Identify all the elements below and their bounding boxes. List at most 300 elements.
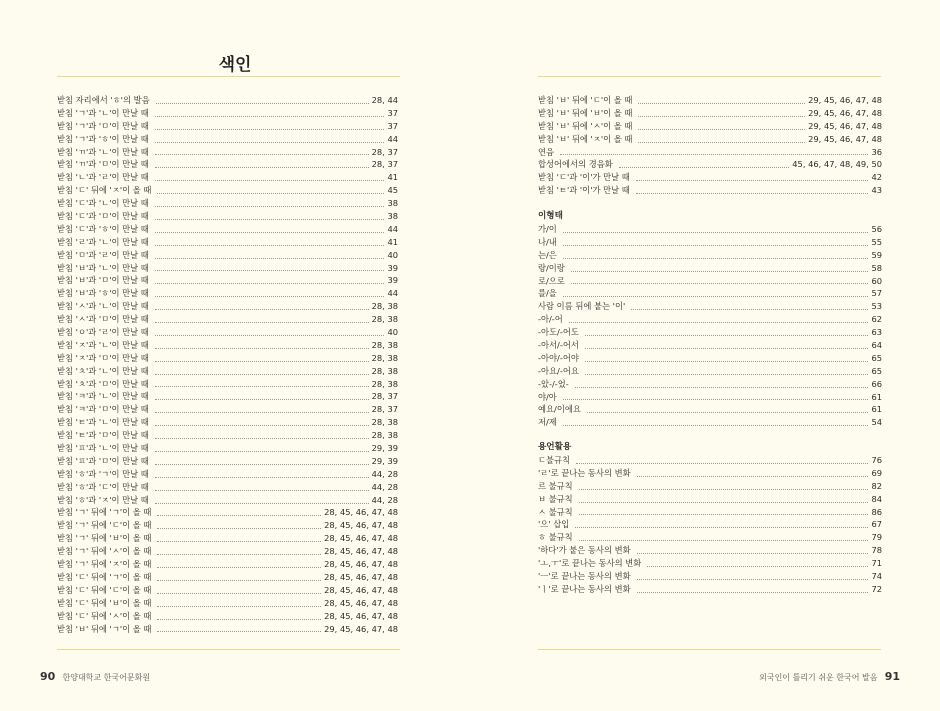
dot-leader (155, 361, 369, 362)
index-entry (57, 455, 398, 468)
index-term: 받침 'ㅁ'과 'ㄹ'이 만날 때 (57, 249, 149, 260)
index-term: 나/내 (538, 236, 557, 247)
dot-leader (155, 503, 369, 504)
index-entry (538, 120, 882, 133)
index-entry (538, 262, 882, 275)
index-term: 받침 'ㄱ'과 'ㅎ'이 만날 때 (57, 133, 149, 144)
index-entry (57, 468, 398, 481)
dot-leader (587, 412, 869, 413)
dot-leader (579, 502, 869, 503)
index-entry (538, 287, 882, 300)
dot-leader (155, 399, 369, 400)
index-term: ㅎ 불규칙 (538, 532, 573, 543)
dot-leader (155, 129, 385, 130)
index-entry (538, 184, 882, 197)
index-term: 저/제 (538, 417, 557, 428)
dot-leader (155, 116, 385, 117)
dot-leader (563, 399, 869, 400)
dot-leader (637, 476, 869, 477)
page-title: 색인 (218, 55, 252, 75)
index-entry (57, 313, 398, 326)
index-entry (57, 507, 398, 520)
dot-leader (155, 283, 385, 284)
index-term: 받침 'ㄷ' 뒤에 'ㅂ'이 올 때 (57, 597, 152, 608)
index-term: 받침 'ㅂ' 뒤에 'ㅂ'이 올 때 (538, 107, 633, 118)
page-refs: 45 (387, 185, 398, 196)
index-term: 'ㅣ'로 끝나는 동사의 변화 (538, 583, 631, 594)
dot-leader (155, 322, 369, 323)
dot-leader (571, 283, 869, 284)
page-refs: 84 (871, 493, 882, 504)
index-term: 받침 'ㄷ' 뒤에 'ㅈ'이 올 때 (57, 185, 152, 196)
page-refs: 72 (871, 583, 882, 594)
index-term: -아서/-어서 (538, 340, 579, 350)
index-entry (57, 378, 398, 391)
page-refs: 65 (871, 352, 882, 363)
index-term: '하다'가 붙은 동사의 변화 (538, 545, 631, 556)
dot-leader (157, 515, 321, 516)
dot-leader (563, 425, 869, 426)
page-refs: 82 (871, 480, 882, 491)
dot-leader (619, 167, 790, 168)
page-refs: 71 (871, 558, 882, 569)
dot-leader (585, 374, 869, 375)
index-entry (57, 584, 398, 597)
index-entry (57, 223, 398, 236)
index-term: 받침 'ㄷ'과 '이'가 만날 때 (538, 172, 630, 183)
index-term: 받침 'ㄲ'과 'ㅁ'이 만날 때 (57, 159, 149, 170)
index-entry (538, 416, 882, 429)
page-refs: 44 (387, 288, 398, 299)
dot-leader (638, 129, 805, 130)
index-term: 예요/이에요 (538, 404, 581, 415)
dot-leader (155, 348, 369, 349)
index-term: 'ㄹ'로 끝나는 동사의 변화 (538, 467, 631, 478)
page-refs: 28, 45, 46, 47, 48 (324, 584, 398, 595)
page-refs: 37 (387, 120, 398, 131)
page-refs: 29, 45, 46, 47, 48 (808, 94, 882, 105)
page-refs: 28, 45, 46, 47, 48 (324, 597, 398, 608)
dot-leader (569, 322, 869, 323)
dot-leader (585, 361, 869, 362)
index-entry (57, 365, 398, 378)
index-entry (57, 94, 398, 107)
index-entry (538, 493, 882, 506)
page-refs: 45, 46, 47, 48, 49, 50 (792, 159, 882, 170)
page-refs: 65 (871, 365, 882, 376)
index-term: 받침 'ㅂ' 뒤에 'ㄷ'이 올 때 (538, 94, 633, 105)
page-refs: 28, 37 (371, 159, 398, 170)
dot-leader (157, 631, 321, 632)
page-refs: 57 (871, 288, 882, 299)
index-entry (538, 223, 882, 236)
index-term: 받침 'ㄷ' 뒤에 'ㅅ'이 올 때 (57, 610, 152, 621)
index-entry (57, 133, 398, 146)
page-refs: 28, 45, 46, 47, 48 (324, 559, 398, 570)
index-entry (538, 94, 882, 107)
index-term: 받침 'ㄷ' 뒤에 'ㄱ'이 올 때 (57, 571, 152, 582)
index-term: 합성어에서의 경음화 (538, 159, 613, 170)
index-entry (57, 403, 398, 416)
index-term: 사람 이름 뒤에 붙는 '이' (538, 301, 626, 312)
page-refs: 39 (387, 275, 398, 286)
index-entry (538, 352, 882, 365)
index-term: 받침 'ㅇ'과 'ㄹ'이 만날 때 (57, 327, 149, 338)
index-term: 받침 'ㄱ' 뒤에 'ㅂ'이 올 때 (57, 533, 152, 544)
index-term: 받침 'ㄱ'과 'ㄴ'이 만날 때 (57, 107, 149, 118)
dot-leader (155, 142, 385, 143)
page-refs: 28, 45, 46, 47, 48 (324, 533, 398, 544)
index-term: 받침 'ㅅ'과 'ㄴ'이 만날 때 (57, 301, 149, 312)
page-refs: 55 (871, 236, 882, 247)
index-term: 받침 'ㅂ' 뒤에 'ㄱ'이 올 때 (57, 623, 152, 634)
dot-leader (155, 167, 369, 168)
page-refs: 44, 28 (371, 481, 398, 492)
dot-leader (631, 309, 868, 310)
index-list-right-top (538, 94, 882, 197)
index-entry (57, 107, 398, 120)
page-refs: 61 (871, 404, 882, 415)
index-term: 받침 'ㄱ' 뒤에 'ㅅ'이 올 때 (57, 546, 152, 557)
dot-leader (157, 528, 321, 529)
page-refs: 40 (387, 327, 398, 338)
page-refs: 28, 38 (371, 417, 398, 428)
index-term: 받침 'ㄹ'과 'ㄴ'이 만날 때 (57, 236, 149, 247)
index-term: ㅂ 불규칙 (538, 493, 573, 504)
page-refs: 60 (871, 275, 882, 286)
index-entry (538, 467, 882, 480)
page-refs: 28, 45, 46, 47, 48 (324, 610, 398, 621)
index-entry (538, 300, 882, 313)
page-refs: 28, 45, 46, 47, 48 (324, 520, 398, 531)
index-entry (538, 378, 882, 391)
index-term: 랑/이랑 (538, 262, 565, 273)
index-term: 받침 'ㅋ'과 'ㅁ'이 만날 때 (57, 404, 149, 415)
page-refs: 29, 45, 46, 47, 48 (808, 107, 882, 118)
index-term: ㄷ불규칙 (538, 454, 571, 465)
dot-leader (155, 335, 385, 336)
page-refs: 44, 28 (371, 494, 398, 505)
index-list-left (57, 94, 398, 635)
folio-left (40, 670, 150, 683)
folio-right (759, 670, 900, 683)
page-refs: 74 (871, 571, 882, 581)
index-term: 받침 'ㄴ'과 'ㄹ'이 만날 때 (57, 172, 149, 183)
index-entry (57, 623, 398, 636)
page-refs: 29, 39 (371, 455, 398, 466)
page-number: 91 (884, 670, 900, 683)
index-term: 받침 'ㅌ'과 'ㅁ'이 만날 때 (57, 430, 149, 441)
page-refs: 41 (387, 172, 398, 183)
page-refs: 44 (387, 133, 398, 144)
index-term: 받침 'ㄱ' 뒤에 'ㄷ'이 올 때 (57, 520, 152, 531)
index-entry (538, 506, 882, 519)
index-entry (57, 236, 398, 249)
index-term: 받침 'ㅂ'과 'ㄴ'이 만날 때 (57, 262, 149, 273)
index-list-conjugation (538, 454, 882, 596)
index-term: 받침 'ㅂ'과 'ㅎ'이 만날 때 (57, 288, 149, 299)
index-term: 받침 'ㅎ'과 'ㄷ'이 만날 때 (57, 481, 149, 492)
index-list-allomorph (538, 223, 882, 429)
index-term: -아/-어 (538, 314, 563, 325)
index-entry (57, 352, 398, 365)
index-entry (538, 326, 882, 339)
index-term: 받침 'ㅎ'과 'ㄱ'이 만날 때 (57, 468, 149, 479)
section-allomorph (538, 210, 882, 429)
dot-leader (563, 245, 869, 246)
dot-leader (155, 309, 369, 310)
page-refs: 28, 38 (371, 430, 398, 441)
dot-leader (155, 245, 385, 246)
page-refs: 28, 37 (371, 146, 398, 157)
index-term: 받침 'ㄷ'과 'ㅁ'이 만날 때 (57, 211, 149, 221)
index-entry (57, 262, 398, 275)
index-term: -아요/-어요 (538, 365, 579, 376)
index-entry (57, 494, 398, 507)
index-term: 르 불규칙 (538, 480, 573, 491)
index-entry (57, 571, 398, 584)
page-refs: 44 (387, 223, 398, 234)
dot-leader (563, 232, 869, 233)
page-refs: 64 (871, 340, 882, 350)
dot-leader (155, 154, 369, 155)
index-entry (538, 531, 882, 544)
index-entry (57, 390, 398, 403)
index-entry (57, 326, 398, 339)
index-entry (57, 158, 398, 171)
page-refs: 29, 45, 46, 47, 48 (808, 120, 882, 131)
index-entry (538, 454, 882, 467)
dot-leader (155, 386, 369, 387)
dot-leader (636, 193, 869, 194)
dot-leader (155, 232, 385, 233)
section-conjugation (538, 441, 882, 596)
page-refs: 41 (387, 236, 398, 247)
index-entry (538, 480, 882, 493)
page-refs: 28, 44 (371, 94, 398, 105)
page-refs: 43 (871, 185, 882, 196)
page-refs: 86 (871, 506, 882, 517)
index-entry (538, 518, 882, 531)
index-entry (538, 107, 882, 120)
dot-leader (575, 387, 869, 388)
dot-leader (637, 579, 869, 580)
dot-leader (638, 103, 805, 104)
page-refs: 28, 37 (371, 391, 398, 402)
dot-leader (155, 180, 385, 181)
page-refs: 76 (871, 454, 882, 465)
dot-leader (563, 296, 869, 297)
index-entry (57, 274, 398, 287)
page-number: 90 (40, 670, 56, 683)
index-entry (538, 583, 882, 596)
dot-leader (155, 258, 385, 259)
dot-leader (575, 527, 868, 528)
index-entry (57, 120, 398, 133)
book-title-text: 외국인이 틀리기 쉬운 한국어 발음 (759, 673, 878, 682)
index-entry (57, 442, 398, 455)
index-term: 받침 'ㅂ' 뒤에 'ㅈ'이 올 때 (538, 133, 633, 144)
dot-leader (637, 553, 869, 554)
dot-leader (155, 296, 385, 297)
top-divider (57, 76, 400, 77)
index-entry (57, 300, 398, 313)
page-refs: 66 (871, 378, 882, 389)
page-refs: 63 (871, 327, 882, 338)
page-refs: 29, 39 (371, 443, 398, 454)
index-term: -았-/-었- (538, 378, 569, 389)
index-entry (57, 532, 398, 545)
index-term: 로/으로 (538, 275, 565, 286)
dot-leader (157, 606, 321, 607)
index-term: ㅅ 불규칙 (538, 506, 573, 517)
index-entry (57, 429, 398, 442)
page-refs: 39 (387, 262, 398, 273)
page-refs: 42 (871, 172, 882, 183)
dot-leader (585, 335, 869, 336)
index-entry (538, 365, 882, 378)
dot-leader (155, 477, 369, 478)
index-term: 받침 'ㄲ'과 'ㄴ'이 만날 때 (57, 146, 149, 157)
page-refs: 78 (871, 545, 882, 556)
index-term: 받침 'ㅍ'과 'ㅁ'이 만날 때 (57, 455, 149, 466)
index-term: 받침 'ㅊ'과 'ㅁ'이 만날 때 (57, 378, 149, 389)
dot-leader (637, 592, 869, 593)
dot-leader (585, 348, 869, 349)
page-refs: 28, 37 (371, 404, 398, 415)
index-term: 받침 'ㅍ'과 'ㄴ'이 만날 때 (57, 443, 149, 454)
bottom-divider (538, 649, 881, 650)
index-term: 받침 'ㄷ'과 'ㄴ'이 만날 때 (57, 198, 149, 209)
publisher-text: 한양대학교 한국어문화원 (62, 673, 151, 682)
page-refs: 54 (871, 417, 882, 428)
index-term: -아도/-어도 (538, 327, 579, 338)
dot-leader (638, 142, 805, 143)
index-entry (538, 133, 882, 146)
page-refs: 79 (871, 532, 882, 543)
index-entry (538, 403, 882, 416)
page-refs: 53 (871, 301, 882, 312)
dot-leader (156, 103, 369, 104)
page-refs: 28, 38 (371, 339, 398, 350)
index-entry (538, 570, 882, 583)
index-entry (538, 544, 882, 557)
dot-leader (155, 490, 369, 491)
index-term: 받침 'ㅂ'과 'ㅁ'이 만날 때 (57, 275, 149, 286)
section-heading: 이형태 (538, 211, 563, 221)
dot-leader (155, 219, 385, 220)
page-refs: 38 (387, 211, 398, 221)
page-refs: 62 (871, 314, 882, 325)
index-entry (538, 171, 882, 184)
index-entry (57, 519, 398, 532)
right-page (470, 0, 940, 711)
dot-leader (155, 464, 369, 465)
index-entry (57, 597, 398, 610)
dot-leader (157, 567, 321, 568)
index-term: 'ㅗ,ㅜ'로 끝나는 동사의 변화 (538, 558, 642, 569)
index-entry (538, 275, 882, 288)
index-term: 받침 'ㅌ'과 'ㄴ'이 만날 때 (57, 417, 149, 428)
index-entry (538, 146, 882, 159)
index-term: 받침 'ㅋ'과 'ㄴ'이 만날 때 (57, 391, 149, 402)
dot-leader (647, 566, 868, 567)
index-term: 받침 'ㄱ'과 'ㅁ'이 만날 때 (57, 120, 149, 131)
index-entry (57, 287, 398, 300)
dot-leader (155, 451, 369, 452)
dot-leader (155, 270, 385, 271)
page-refs: 28, 38 (371, 352, 398, 363)
index-entry (57, 171, 398, 184)
index-entry (538, 249, 882, 262)
page-refs: 67 (871, 519, 882, 530)
index-term: 받침 'ㄱ' 뒤에 'ㄱ'이 올 때 (57, 507, 152, 518)
page-refs: 56 (871, 223, 882, 234)
dot-leader (155, 438, 369, 439)
index-term: 를/을 (538, 288, 557, 299)
top-divider (538, 76, 881, 77)
index-entry (57, 197, 398, 210)
index-entry (538, 236, 882, 249)
index-term: 'ㅡ'로 끝나는 동사의 변화 (538, 571, 631, 581)
dot-leader (576, 463, 868, 464)
dot-leader (155, 374, 369, 375)
index-entry (57, 416, 398, 429)
page-refs: 28, 45, 46, 47, 48 (324, 546, 398, 557)
index-term: 받침 'ㅈ'과 'ㅁ'이 만날 때 (57, 352, 149, 363)
dot-leader (579, 540, 869, 541)
page-refs: 29, 45, 46, 47, 48 (808, 133, 882, 144)
index-entry (538, 313, 882, 326)
index-term: 받침 'ㅌ'과 '이'가 만날 때 (538, 185, 630, 196)
page-refs: 28, 45, 46, 47, 48 (324, 507, 398, 518)
page-refs: 28, 45, 46, 47, 48 (324, 571, 398, 582)
page-refs: 28, 38 (371, 365, 398, 376)
index-term: 받침 'ㅎ'과 'ㅈ'이 만날 때 (57, 494, 149, 505)
dot-leader (157, 619, 321, 620)
dot-leader (155, 425, 369, 426)
section-heading: 용언활용 (538, 442, 572, 452)
index-entry (538, 339, 882, 352)
page-refs: 36 (871, 146, 882, 157)
index-entry (57, 610, 398, 623)
index-term: 받침 'ㅂ' 뒤에 'ㅅ'이 올 때 (538, 120, 633, 131)
dot-leader (157, 580, 321, 581)
index-term: 는/은 (538, 249, 557, 260)
dot-leader (560, 154, 868, 155)
dot-leader (155, 412, 369, 413)
dot-leader (579, 489, 869, 490)
dot-leader (579, 514, 869, 515)
index-term: 받침 'ㅅ'과 'ㅁ'이 만날 때 (57, 314, 149, 325)
index-term: 받침 'ㅊ'과 'ㄴ'이 만날 때 (57, 365, 149, 376)
index-term: 받침 'ㄷ'과 'ㅎ'이 만날 때 (57, 223, 149, 234)
page-refs: 29, 45, 46, 47, 48 (324, 623, 398, 634)
index-term: 야/아 (538, 391, 557, 402)
index-term: '으' 삽입 (538, 519, 570, 530)
index-entry (538, 391, 882, 404)
page-refs: 69 (871, 467, 882, 478)
bottom-divider (57, 649, 400, 650)
index-entry (538, 557, 882, 570)
index-entry (538, 158, 882, 171)
dot-leader (563, 258, 869, 259)
index-term: 받침 'ㄱ' 뒤에 'ㅈ'이 올 때 (57, 559, 152, 570)
index-entry (57, 210, 398, 223)
page-refs: 28, 38 (371, 314, 398, 325)
index-entry (57, 339, 398, 352)
page-refs: 38 (387, 198, 398, 209)
